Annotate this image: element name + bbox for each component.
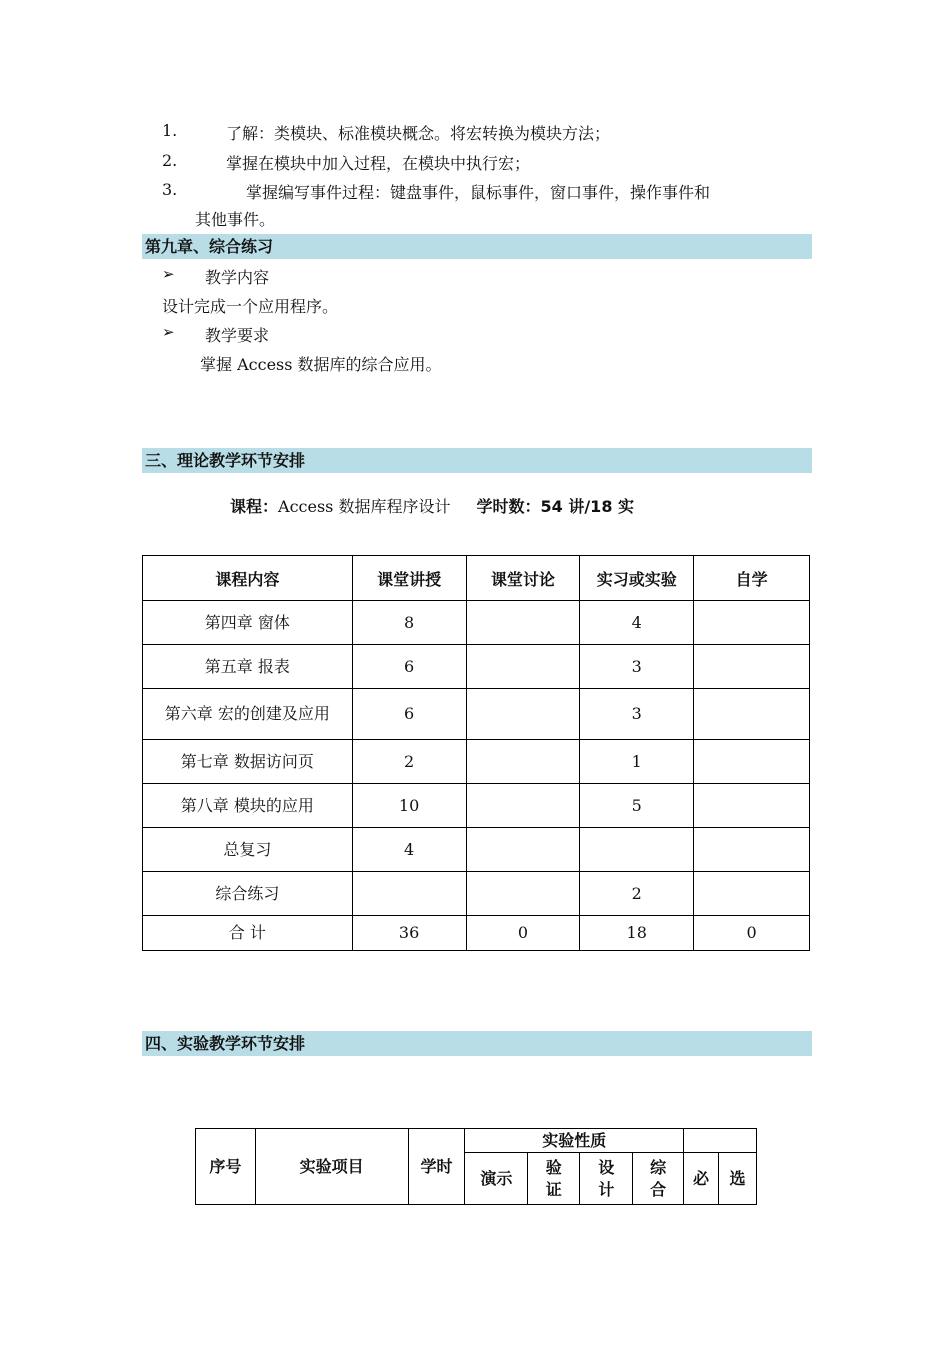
hours-value: 54 讲/18 实 bbox=[540, 497, 635, 516]
cell-lecture: 8 bbox=[352, 601, 466, 645]
cell-discussion bbox=[466, 689, 580, 740]
cell-lecture: 36 bbox=[352, 916, 466, 951]
course-info-line bbox=[230, 494, 634, 517]
table-row bbox=[143, 872, 810, 916]
cell-lecture: 10 bbox=[352, 784, 466, 828]
cell-course: 综合练习 bbox=[143, 872, 353, 916]
cell-practice: 1 bbox=[580, 740, 694, 784]
header-self-study: 自学 bbox=[694, 556, 810, 601]
cell-practice: 4 bbox=[580, 601, 694, 645]
cell-course: 第六章 宏的创建及应用 bbox=[143, 689, 353, 740]
table-row bbox=[143, 689, 810, 740]
list-item-2: 掌握在模块中加入过程，在模块中执行宏； bbox=[226, 154, 531, 173]
cell-lecture: 4 bbox=[352, 828, 466, 872]
table-header-row bbox=[143, 556, 810, 601]
list-number-2: 2. bbox=[162, 151, 178, 170]
cell-discussion bbox=[466, 872, 580, 916]
cell-course: 合 计 bbox=[143, 916, 353, 951]
header-course-content: 课程内容 bbox=[143, 556, 353, 601]
course-name: Access 数据库程序设计 bbox=[278, 497, 451, 516]
cell-lecture: 6 bbox=[352, 689, 466, 740]
cell-discussion bbox=[466, 601, 580, 645]
cell-practice: 2 bbox=[580, 872, 694, 916]
cell-self-study bbox=[694, 784, 810, 828]
cell-self-study bbox=[694, 601, 810, 645]
list-item-3: 掌握编写事件过程：键盘事件，鼠标事件，窗口事件，操作事件和 bbox=[246, 183, 711, 202]
cell-self-study: 0 bbox=[694, 916, 810, 951]
theory-schedule-table bbox=[142, 555, 810, 951]
header-discussion: 课堂讨论 bbox=[466, 556, 580, 601]
section3-heading: 三、理论教学环节安排 bbox=[142, 448, 812, 473]
cell-self-study bbox=[694, 645, 810, 689]
header-nature: 实验性质 bbox=[465, 1129, 684, 1153]
table-row bbox=[143, 828, 810, 872]
list-item-1: 了解：类模块、标准模块概念。将宏转换为模块方法； bbox=[226, 124, 611, 143]
cell-course: 第四章 窗体 bbox=[143, 601, 353, 645]
cell-course: 第五章 报表 bbox=[143, 645, 353, 689]
header-lecture: 课堂讲授 bbox=[352, 556, 466, 601]
teaching-content-text: 设计完成一个应用程序。 bbox=[162, 297, 339, 316]
cell-discussion: 0 bbox=[466, 916, 580, 951]
header-blank bbox=[684, 1129, 757, 1153]
cell-discussion bbox=[466, 828, 580, 872]
header-item: 实验项目 bbox=[255, 1129, 408, 1205]
chapter9-heading: 第九章、综合练习 bbox=[142, 234, 812, 259]
cell-course: 总复习 bbox=[143, 828, 353, 872]
table-row bbox=[143, 740, 810, 784]
cell-course: 第八章 模块的应用 bbox=[143, 784, 353, 828]
cell-self-study bbox=[694, 872, 810, 916]
list-number-1: 1. bbox=[162, 121, 178, 140]
list-item-3-continuation: 其他事件。 bbox=[195, 210, 276, 229]
cell-practice: 18 bbox=[580, 916, 694, 951]
teaching-requirement-label: 教学要求 bbox=[205, 326, 270, 345]
header-design: 设计 bbox=[580, 1153, 633, 1205]
table-row bbox=[143, 784, 810, 828]
table-total-row bbox=[143, 916, 810, 951]
header-elective: 选 bbox=[719, 1153, 757, 1205]
header-required: 必 bbox=[684, 1153, 719, 1205]
header-seq: 序号 bbox=[196, 1129, 256, 1205]
cell-course: 第七章 数据访问页 bbox=[143, 740, 353, 784]
cell-lecture bbox=[352, 872, 466, 916]
table-row bbox=[143, 601, 810, 645]
cell-lecture: 6 bbox=[352, 645, 466, 689]
cell-discussion bbox=[466, 645, 580, 689]
section4-heading: 四、实验教学环节安排 bbox=[142, 1031, 812, 1056]
arrow-bullet-icon: ➢ bbox=[162, 323, 175, 341]
hours-label: 学时数： bbox=[476, 497, 541, 516]
teaching-requirement-text: 掌握 Access 数据库的综合应用。 bbox=[200, 355, 442, 374]
lab-schedule-table bbox=[195, 1128, 757, 1205]
cell-practice bbox=[580, 828, 694, 872]
cell-discussion bbox=[466, 784, 580, 828]
cell-self-study bbox=[694, 828, 810, 872]
list-number-3: 3. bbox=[162, 180, 178, 199]
header-practice: 实习或实验 bbox=[580, 556, 694, 601]
header-comprehensive: 综合 bbox=[633, 1153, 684, 1205]
table-row bbox=[143, 645, 810, 689]
cell-practice: 3 bbox=[580, 645, 694, 689]
lab-header-row-1 bbox=[196, 1129, 757, 1153]
cell-discussion bbox=[466, 740, 580, 784]
arrow-bullet-icon: ➢ bbox=[162, 265, 175, 283]
cell-practice: 3 bbox=[580, 689, 694, 740]
teaching-content-label: 教学内容 bbox=[205, 268, 270, 287]
cell-self-study bbox=[694, 740, 810, 784]
cell-practice: 5 bbox=[580, 784, 694, 828]
header-demo: 演示 bbox=[465, 1153, 528, 1205]
cell-lecture: 2 bbox=[352, 740, 466, 784]
course-label: 课程： bbox=[230, 497, 279, 516]
cell-self-study bbox=[694, 689, 810, 740]
header-verify: 验证 bbox=[528, 1153, 580, 1205]
header-hours: 学时 bbox=[408, 1129, 465, 1205]
